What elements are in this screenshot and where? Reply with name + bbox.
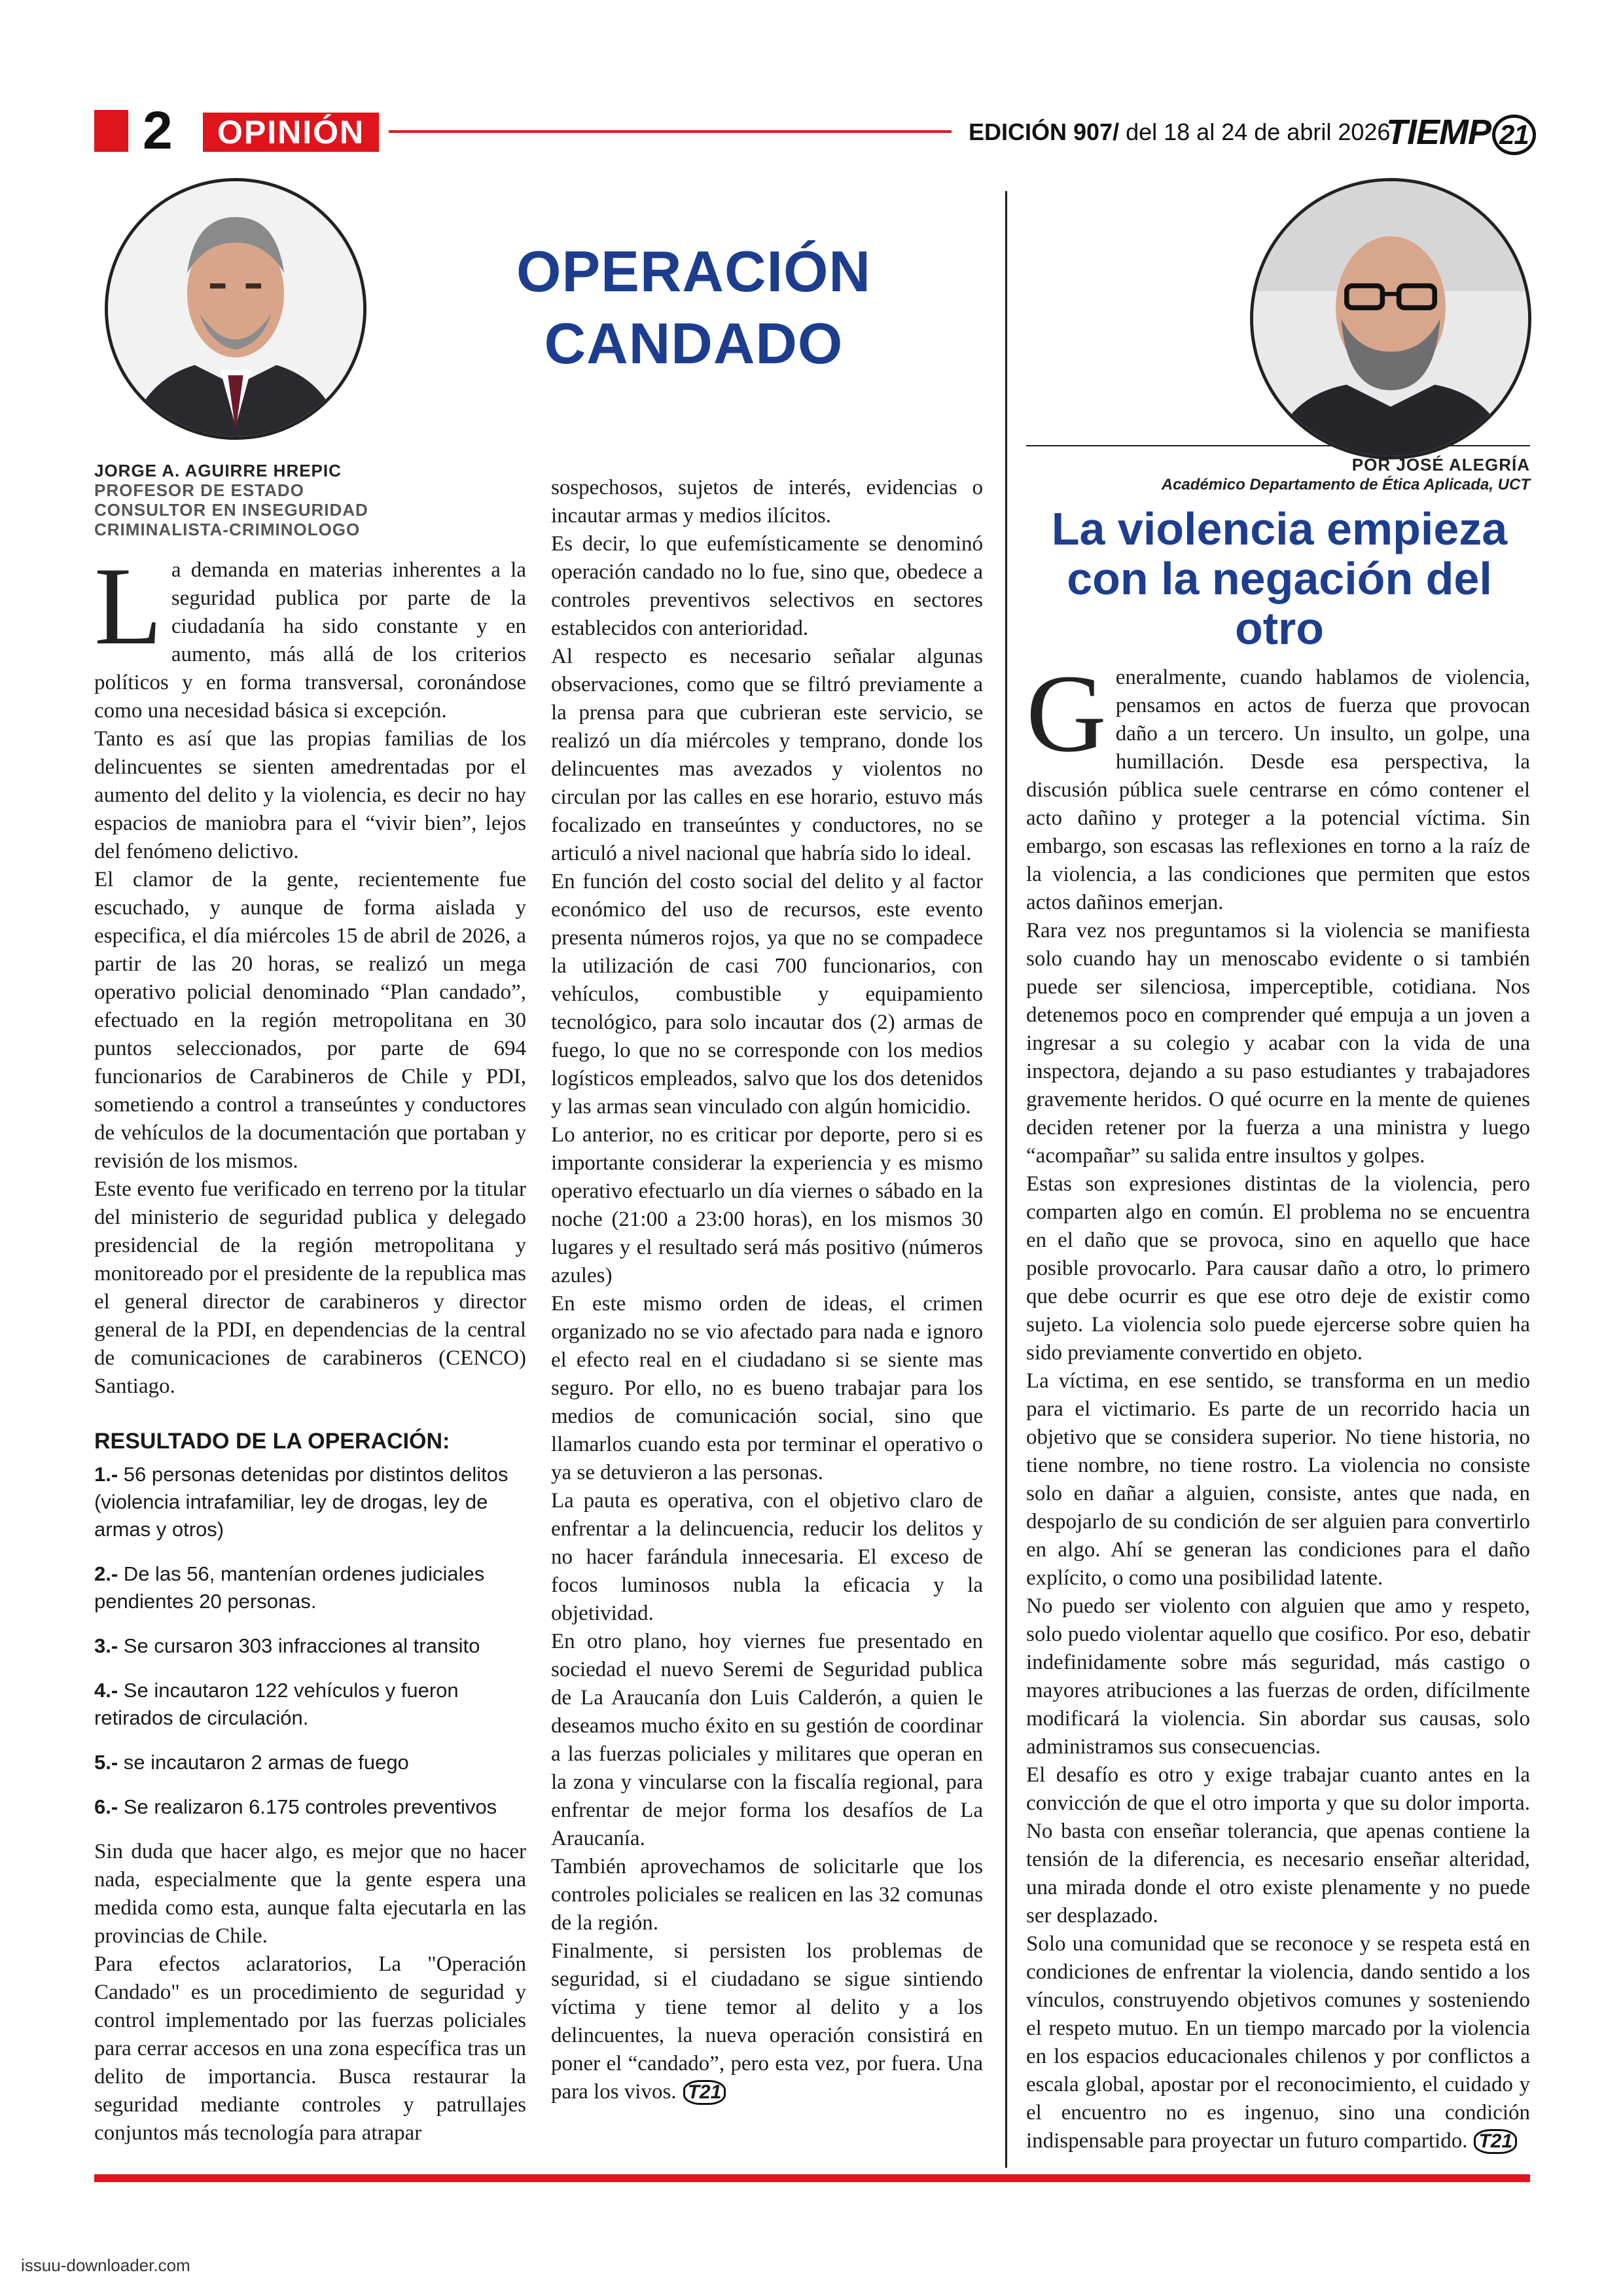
body-paragraph: En este mismo orden de ideas, el crimen organizado no se vio afectado para nada e ignoro el efecto real en el ciudadano si se siente mas seguro. Por ello, no es bueno trabajar para los medios de comunicación social, sino que llamarlos cuando esta por terminar el operativo o ya se detuvieron a las personas. (551, 1292, 983, 1484)
edition-number: EDICIÓN 907/ (969, 118, 1120, 145)
paragraph-text: eneralmente, cuando hablamos de violencia, pensamos en actos de fuerza que provocan daño a un tercero. Un insulto, un golpe, una humillación. Desde esa perspectiva, la discusión pública suele centrarse en cómo contener el acto dañino y proteger a la potencial víctima. Sin embargo, son escasas las reflexiones en torno a la raíz de la violencia, a las condiciones que permiten que estos actos dañinos emerjan. (1026, 666, 1530, 914)
body-paragraph: Lo anterior, no es criticar por deporte, pero si es importante considerar la experiencia y es mismo operativo efectuarlo un día viernes o sábado en la noche (21:00 a 23:00 horas), en los mismos 30 lugares y el resultado será más positivo (números azules) (551, 1123, 983, 1287)
body-paragraph: Rara vez nos preguntamos si la violencia se manifiesta solo cuando hay un menoscabo evidente o si también puede ser silenciosa, imperceptible, cotidiana. Nos detenemos poco en comprender qué empuja a un joven a ingresar a su colegio y acabar con la vida de una inspectora, dejando a su paso estudiantes y trabajadores gravemente heridos. O qué ocurre en la mente de quienes deciden retener por la fuerza a una ministra y luego “acompañar” su salida entre insultos y golpes. (1026, 919, 1530, 1168)
body-paragraph (551, 1937, 983, 2106)
result-text: 56 personas detenidas por distintos delitos (violencia intrafamiliar, ley de drogas, ley de armas y otros) (94, 1463, 508, 1541)
right-article-title: La violencia empieza con la negación del otro (1051, 503, 1508, 654)
author-name: POR JOSÉ ALEGRÍA (1351, 455, 1530, 475)
body-paragraph: El desafío es otro y exige trabajar cuanto antes en la convicción de que el otro importa y que su dolor importa. No basta con enseñar tolerancia, que apenas contiene la tensión de la diferencia, es necesario enseñar alteridad, una mirada donde el otro existe plenamente y no puede ser desplazado. (1026, 1763, 1530, 1928)
paragraph-text: a demanda en materias inherentes a la seguridad publica por parte de la ciudadanía ha sido constante y en aumento, más allá de los criterios políticos y en forma transversal, coronándose como una necesidad básica si excepción. (94, 558, 526, 723)
result-item (94, 1749, 526, 1776)
result-text: De las 56, mantenían ordenes judiciales pendientes 20 personas. (94, 1562, 485, 1613)
right-article-column (1026, 652, 1530, 2155)
drop-cap: L (94, 545, 162, 668)
edition-dates: del 18 al 24 de abril 2026 (1119, 118, 1391, 145)
author-photo-right (1250, 178, 1531, 459)
end-mark-icon: T21 (1474, 2129, 1517, 2154)
result-item (94, 1560, 526, 1615)
title-line-1: OPERACIÓN (516, 239, 871, 304)
result-text: Se incautaron 122 vehículos y fueron retirados de circulación. (94, 1679, 459, 1729)
left-article-title (419, 236, 969, 380)
author-role: Académico Departamento de Ética Aplicada, UCT (1161, 476, 1530, 493)
body-paragraph: No puedo ser violento con alguien que amo y respeto, solo puedo violentar aquello que cosifico. Por eso, debatir indefinidamente sobre más seguridad, más castigo o mayores atribuciones a las fuerzas de orden, difícilmente modificará la violencia. Sin abordar sus causas, solo administramos sus consecuencias. (1026, 1594, 1530, 1759)
body-paragraph (94, 545, 526, 725)
watermark-text: issuu-downloader.com (21, 2255, 190, 2275)
left-article-column-2 (551, 474, 983, 2106)
body-paragraph: Al respecto es necesario señalar algunas observaciones, como que se filtró previamente a la prensa para que cubrieran este servicio, se realizó un día miércoles y temprano, donde los delincuentes mas avezados y violentos no circulan por las calles en ese horario, estuvo más focalizado en transeúntes y conductores, no se articuló a nivel nacional que habría sido lo ideal. (551, 645, 983, 865)
results-heading: RESULTADO DE LA OPERACIÓN: (94, 1429, 450, 1454)
result-text: Se cursaron 303 infracciones al transito (118, 1634, 480, 1657)
body-paragraph: Estas son expresiones distintas de la violencia, pero comparten algo en común. El problema no se encuentra en el daño que se provoca, sino en aquello que hace posible provocarlo. Para causar daño a otro, lo primero que debe ocurrir es que ese otro deje de existir como sujeto. La violencia solo puede ejercerse sobre quien ha sido previamente convertido en objeto. (1026, 1172, 1530, 1365)
result-number: 1.- (94, 1463, 118, 1486)
paragraph-text: Finalmente, si persisten los problemas de seguridad, si el ciudadano se sigue sintiendo víctima y tiene temor al delito y a los delincuentes, la nueva operación consistirá en poner el “candado”, pero esta vez, por fuera. Una para los vivos. (551, 1939, 983, 2104)
footer-rule (94, 2174, 1530, 2182)
edition-info (969, 115, 1390, 150)
end-mark-icon: T21 (683, 2080, 726, 2105)
body-paragraph: Sin duda que hacer algo, es mejor que no hacer nada, especialmente que la gente espera una medida como esta, aunque falta ejecutarla en las provincias de Chile. (94, 1840, 526, 1948)
author-portrait-right-icon (1253, 181, 1528, 456)
result-item (94, 1461, 526, 1543)
body-paragraph: En otro plano, hoy viernes fue presentado en sociedad el nuevo Seremi de Seguridad publica de La Araucanía don Luis Calderón, a quien le deseamos mucho éxito en su gestión de coordinar a las fuerzas policiales y militares que operan en la zona y vincularse con la fiscalía regional, para enfrentar de mejor forma los desafíos de La Araucanía. (551, 1630, 983, 1850)
byline-rule (1026, 445, 1530, 446)
body-paragraph: Este evento fue verificado en terreno por la titular del ministerio de seguridad publica y delegado presidencial de la región metropolitana y monitoreado por el presidente de la republica mas el general director de carabineros y director general de la PDI, en dependencias de la central de comunicaciones de carabineros (CENCO) Santiago. (94, 1177, 526, 1398)
result-text: Se realizaron 6.175 controles preventivos (118, 1795, 497, 1818)
body-paragraph: Tanto es así que las propias familias de los delincuentes se sienten amedrentadas por el aumento del delito y la violencia, es decir no hay espacios de maniobra para el “vivir bien”, lejos del fenómeno delictivo. (94, 727, 526, 863)
result-number: 5.- (94, 1751, 118, 1774)
left-article-column-1 (94, 545, 526, 2147)
body-paragraph: También aprovechamos de solicitarle que los controles policiales se realicen en las 32 comunas de la región. (551, 1855, 983, 1935)
body-paragraph: La pauta es operativa, con el objetivo claro de enfrentar a la delincuencia, reducir los delitos y no hacer farándula innecesaria. El exceso de focos luminosos nubla la eficacia y la objetividad. (551, 1489, 983, 1625)
column-divider (1005, 191, 1007, 2168)
result-number: 4.- (94, 1679, 118, 1702)
body-paragraph (1026, 1930, 1530, 2155)
result-text: se incautaron 2 armas de fuego (118, 1751, 409, 1774)
header-red-block (94, 110, 128, 152)
body-paragraph: Para efectos aclaratorios, La "Operación Candado" es un procedimiento de seguridad y control implementado por las fuerzas policiales para cerrar accesos en una zona específica tras un delito de importancia. Busca restaurar la seguridad mediante controles y patrullajes conjuntos más tecnología para atrapar (94, 1952, 526, 2145)
section-label: OPINIÓN (203, 113, 379, 152)
body-paragraph: La víctima, en ese sentido, se transforma en un medio para el victimario. Es parte de un recorrido hacia un objetivo que se considera superior. No tiene historia, no tiene nombre, no tiene rostro. La violencia no consiste solo en dañar a alguien, consiste, antes que nada, en despojarlo de su condición de ser alguien para convertirlo en algo. Ahí se generan las condiciones para el daño explícito, o como una posibilidad latente. (1026, 1369, 1530, 1590)
author-role-1: PROFESOR DE ESTADO (94, 480, 304, 500)
body-paragraph: Es decir, lo que eufemísticamente se denominó operación candado no lo fue, sino que, obedece a controles preventivos selectivos en sectores establecidos con anterioridad. (551, 532, 983, 640)
result-item (94, 1677, 526, 1732)
author-portrait-left-icon (108, 181, 363, 437)
author-name: JORGE A. AGUIRRE HREPIC (94, 461, 342, 480)
title-line-2: CANDADO (544, 311, 844, 376)
logo-text: TIEMP (1386, 113, 1491, 152)
author-role-3: CRIMINALISTA-CRIMINOLOGO (94, 520, 361, 539)
result-number: 6.- (94, 1795, 118, 1818)
left-author-byline (94, 461, 500, 539)
tiempo21-logo (1386, 110, 1536, 155)
result-number: 2.- (94, 1562, 118, 1585)
body-paragraph: sospechosos, sujetos de interés, evidencias o incautar armas y medios ilícitos. (551, 476, 983, 528)
page-number: 2 (143, 101, 173, 160)
author-photo-left (105, 178, 366, 440)
header-rule (389, 130, 952, 133)
body-paragraph: En función del costo social del delito y al factor económico del uso de recursos, este evento presenta números rojos, ya que no se compadece la utilización de casi 700 funcionarios, con vehículos, combustible y equipamiento tecnológico, para solo incautar dos (2) armas de fuego, lo que no se corresponde con los medios logísticos empleados, salvo que los dos detenidos y las armas sean vinculado con algún homicidio. (551, 870, 983, 1119)
logo-badge: 21 (1492, 115, 1536, 155)
right-author-byline (1026, 454, 1530, 495)
result-item (94, 1793, 526, 1821)
result-item (94, 1632, 526, 1660)
drop-cap: G (1026, 652, 1107, 775)
body-paragraph (1026, 652, 1530, 917)
body-paragraph: El clamor de la gente, recientemente fue escuchado, y aunque de forma aislada y especifica, el día miércoles 15 de abril de 2026, a partir de las 20 horas, se realizó un mega operativo policial denominado “Plan candado”, efectuado en la región metropolitana en 30 puntos seleccionados, por parte de 694 funcionarios de Carabineros de Chile y PDI, sometiendo a control a transeúntes y conductores de vehículos de la documentación que portaban y revisión de los mismos. (94, 868, 526, 1173)
author-role-2: CONSULTOR EN INSEGURIDAD (94, 500, 368, 520)
paragraph-text: Solo una comunidad que se reconoce y se respeta está en condiciones de enfrentar la violencia, dando sentido a los vínculos, construyendo objetivos comunes y sosteniendo el respeto mutuo. En un tiempo marcado por la violencia en los espacios educacionales chilenos y por conflictos a escala global, apostar por el reconocimiento, el cuidado y el encuentro no es ingenuo, sino una condición indispensable para proyectar un futuro compartido. (1026, 1932, 1530, 2153)
result-number: 3.- (94, 1634, 118, 1657)
